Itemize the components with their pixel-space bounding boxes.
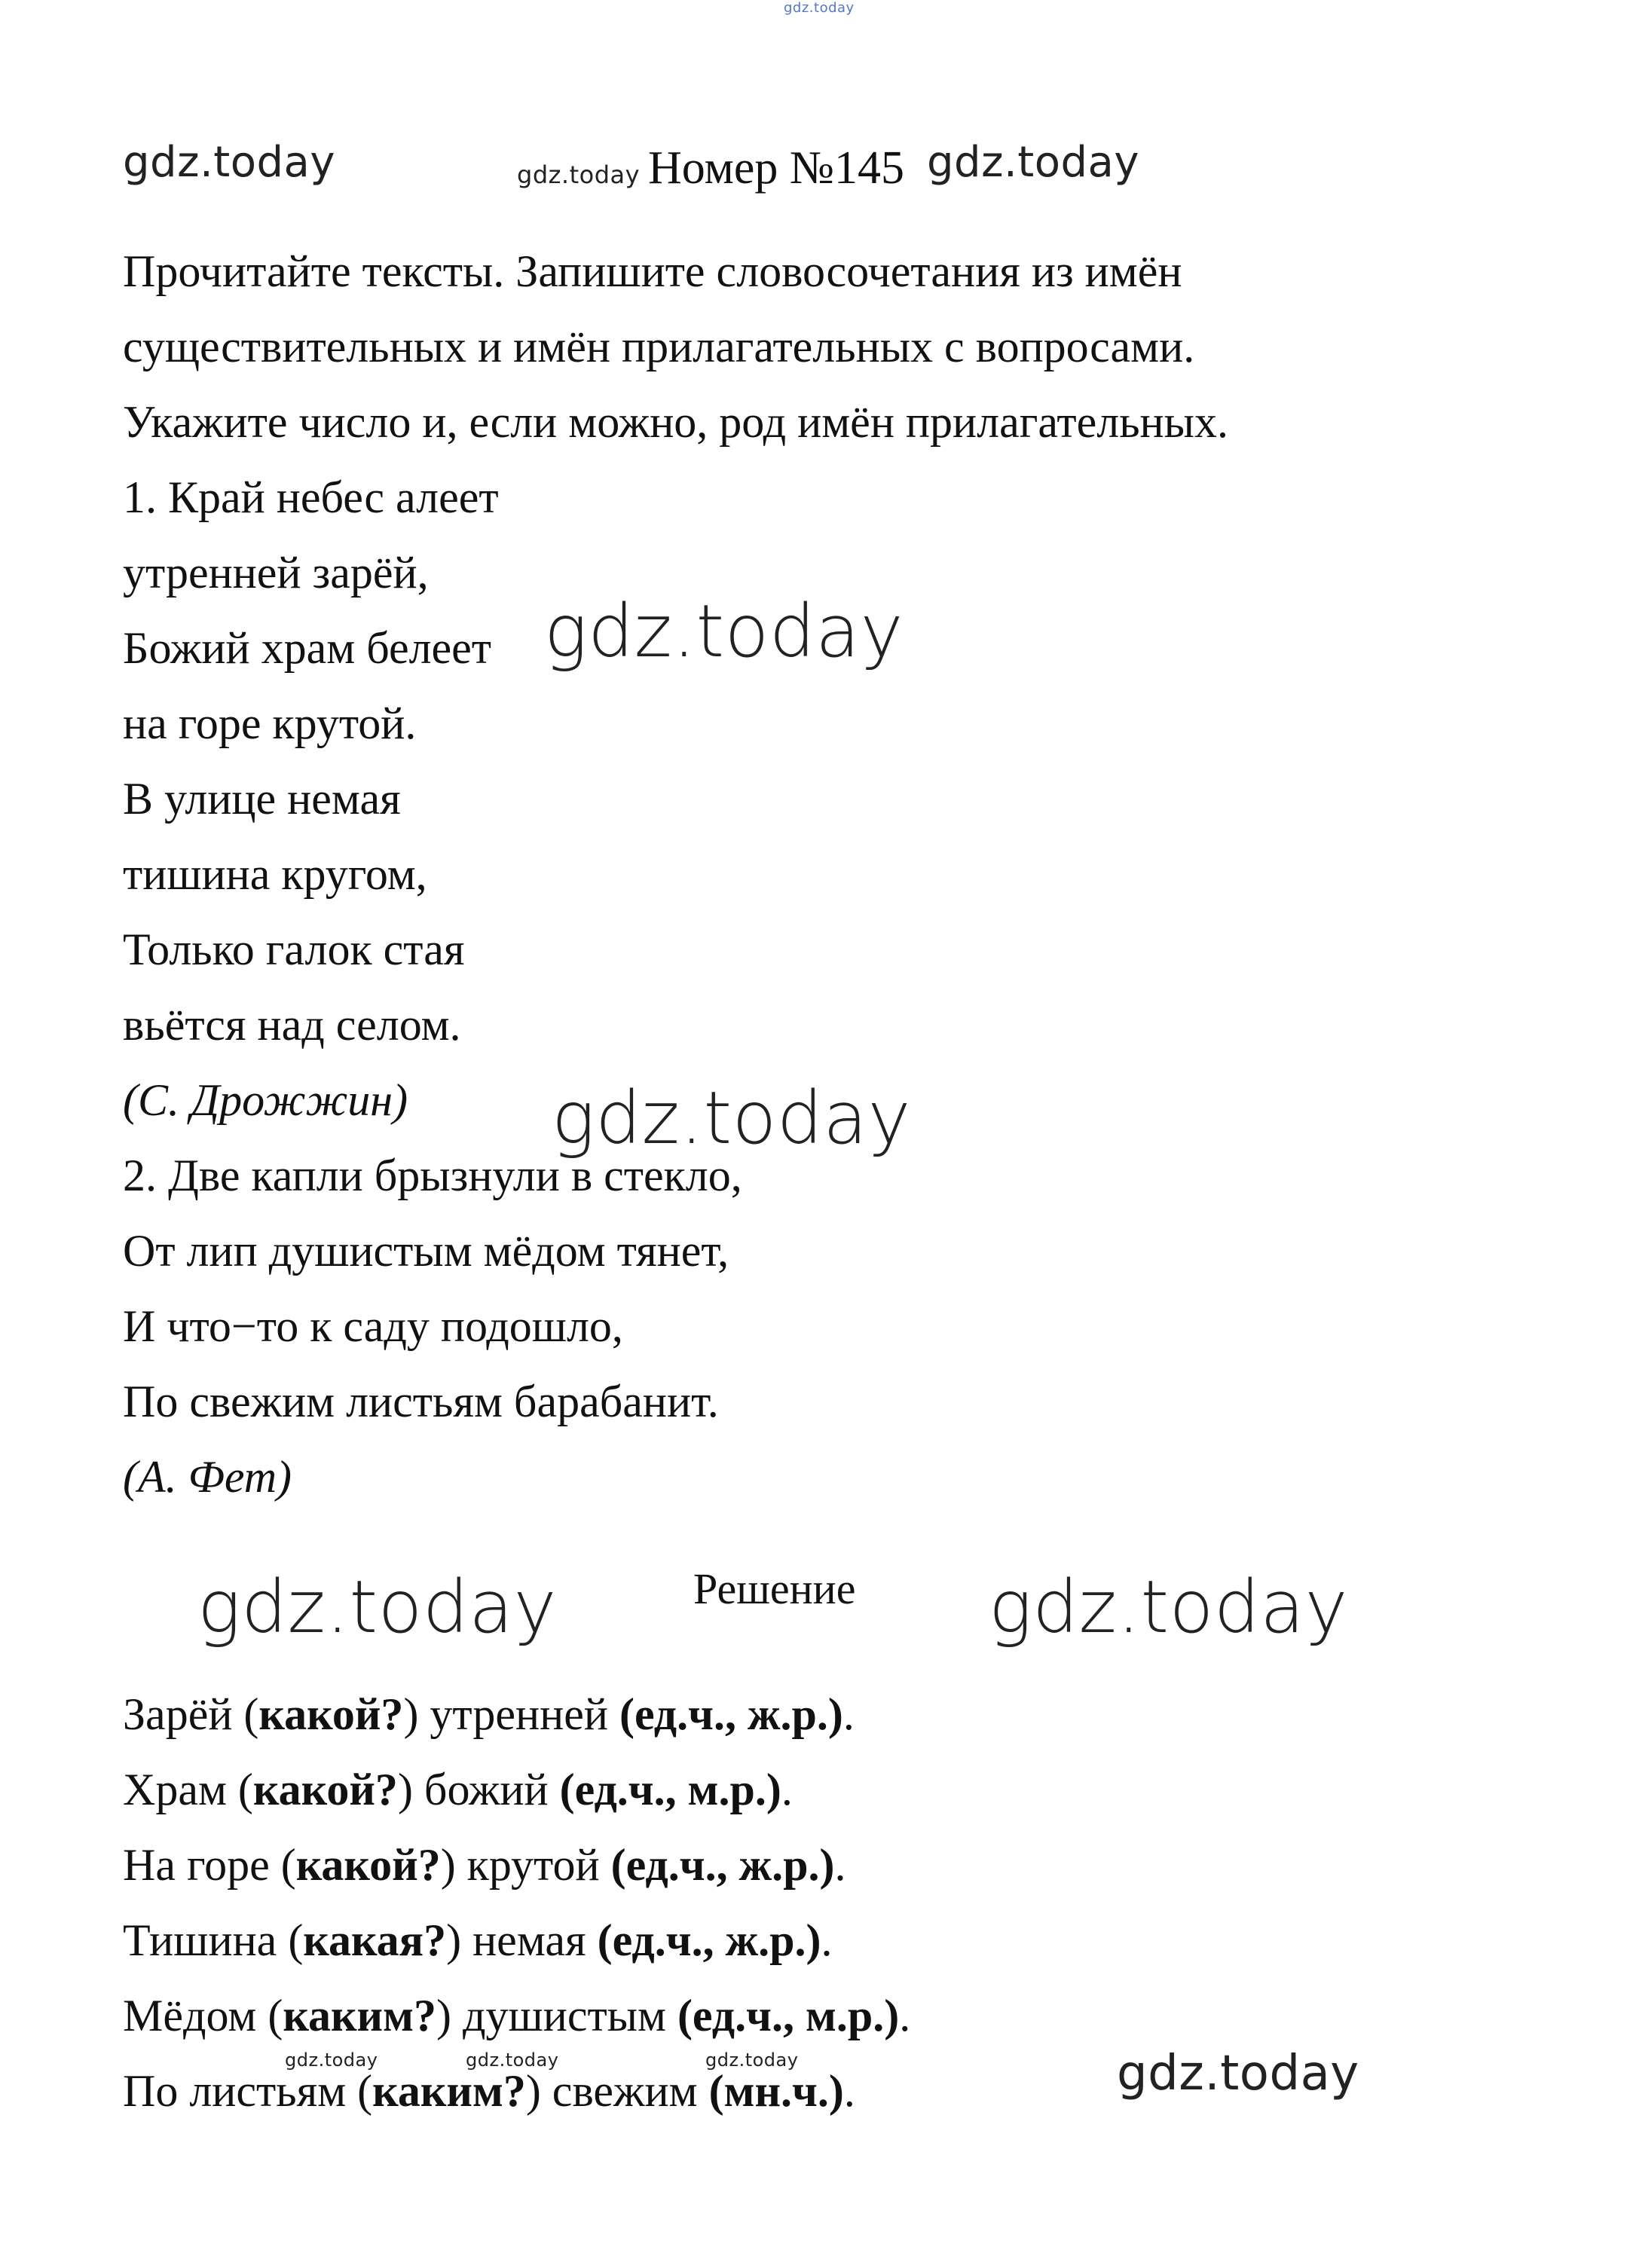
solution-row-6 [123,2068,855,2114]
poem1-line-1: 1. Край небес алеет [123,472,499,522]
solution-end: . [821,1915,833,1965]
watermark-bottom-tiny-2: gdz.today [466,2049,559,2071]
watermark-header-small: gdz.today [517,160,641,189]
solution-end: . [834,1840,846,1890]
solution-question: каким? [372,2066,526,2116]
solution-noun: На горе ( [123,1840,296,1890]
watermark-center-1: gdz.today [544,589,904,674]
poem1-line-5: В улице немая [123,774,401,824]
watermark-bottom-tiny-1: gdz.today [285,2049,378,2071]
instruction-line-3: Укажите число и, если можно, род имён прилагательных. [123,397,1228,447]
solution-adjective: ) божий [397,1765,560,1814]
solution-row-1 [123,1689,855,1739]
poem2-line-3: И что−то к саду подошло, [123,1301,623,1351]
watermark-solution-left: gdz.today [197,1565,557,1649]
solution-question: какой? [258,1689,404,1739]
solution-grammar: (ед.ч., ж.р.) [610,1840,835,1890]
solution-end: . [843,2066,855,2116]
instruction-line-2: существительных и имён прилагательных с вопросами. [123,322,1195,371]
watermark-solution-right: gdz.today [989,1565,1348,1649]
poem1-line-7: Только галок стая [123,925,465,974]
poem2-line-4: По свежим листьям барабанит. [123,1377,719,1426]
solution-end: . [842,1689,855,1739]
solution-noun: Мёдом ( [123,1991,283,2040]
poem1-line-3: Божий храм белеет [123,623,492,673]
solution-noun: Тишина ( [123,1915,304,1965]
solution-row-5 [123,1993,910,2038]
solution-noun: По листьям ( [123,2066,373,2116]
solution-grammar: (ед.ч., м.р.) [559,1765,781,1814]
solution-adjective: ) свежим [525,2066,709,2116]
watermark-center-2: gdz.today [552,1076,911,1160]
poem1-line-8: вьётся над селом. [123,1000,461,1050]
watermark-header-right: gdz.today [927,138,1140,187]
poem1-author: (С. Дрожжин) [123,1075,408,1125]
watermark-top: gdz.today [784,0,855,16]
poem1-line-4: на горе крутой. [123,698,417,748]
solution-end: . [899,1991,911,2040]
solution-adjective: ) душистым [436,1991,677,2040]
solution-adjective: ) крутой [440,1840,611,1890]
page-title: Номер №145 [648,142,905,194]
solution-question: какой? [295,1840,441,1890]
solution-grammar: (ед.ч., ж.р.) [597,1915,821,1965]
solution-row-4 [123,1915,833,1965]
solution-grammar: (ед.ч., м.р.) [677,1991,900,2040]
solution-adjective: ) немая [446,1915,598,1965]
poem2-line-1: 2. Две капли брызнули в стекло, [123,1151,742,1200]
solution-question: какой? [252,1765,398,1814]
solution-question: какая? [303,1915,447,1965]
watermark-bottom-tiny-3: gdz.today [705,2049,799,2071]
solution-adjective: ) утренней [403,1689,619,1739]
solution-noun: Храм ( [123,1765,253,1814]
solution-end: . [781,1765,793,1814]
solution-question: каким? [283,1991,436,2040]
poem1-line-6: тишина кругом, [123,849,427,899]
watermark-bottom-right: gdz.today [1117,2046,1359,2101]
poem1-line-2: утренней зарёй, [123,548,429,598]
instruction-line-1: Прочитайте тексты. Запишите словосочетания из имён [123,246,1182,296]
poem2-author: (А. Фет) [123,1452,292,1502]
solution-grammar: (ед.ч., ж.р.) [619,1689,843,1739]
solution-heading: Решение [693,1564,856,1613]
solution-grammar: (мн.ч.) [708,2066,844,2116]
solution-noun: Зарёй ( [123,1689,259,1739]
watermark-header-left: gdz.today [123,138,336,187]
solution-row-2 [123,1767,793,1812]
solution-row-3 [123,1840,846,1890]
poem2-line-2: От лип душистым мёдом тянет, [123,1226,729,1276]
